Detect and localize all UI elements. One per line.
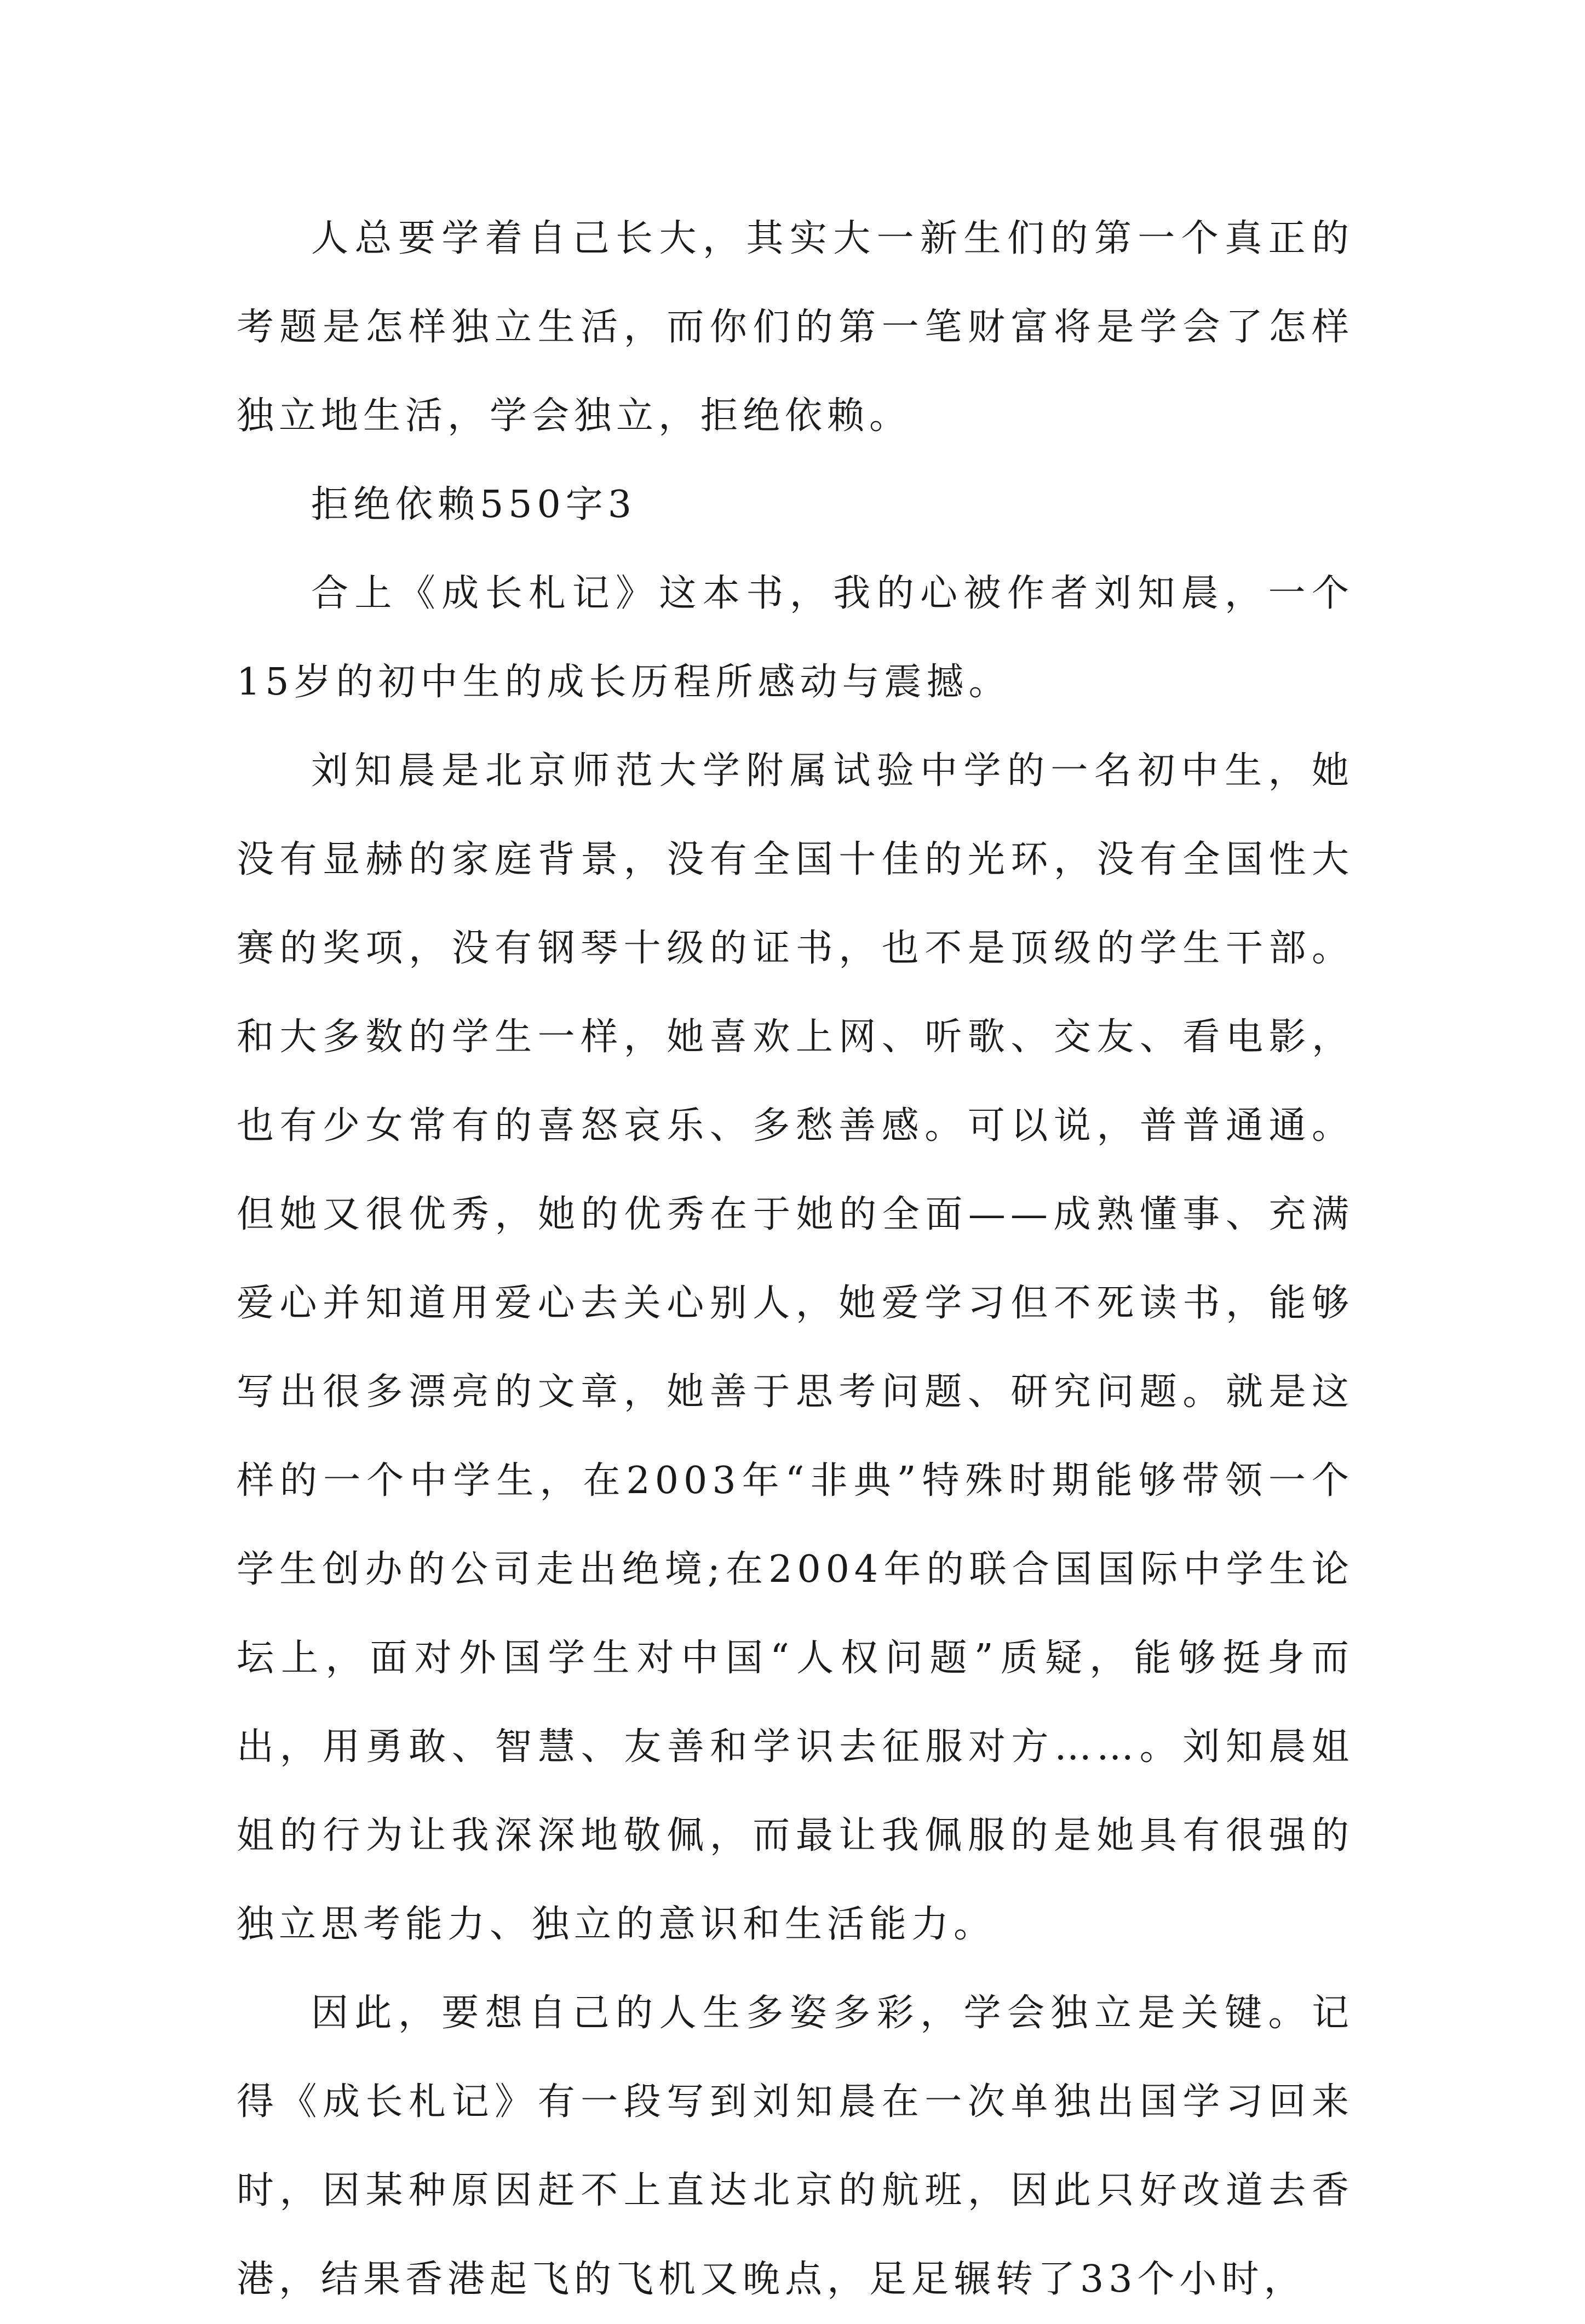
section-heading: 拒绝依赖550字3 — [311, 483, 637, 526]
paragraph-1: 人总要学着自己长大，其实大一新生们的第一个真正的考题是怎样独立生活，而你们的第一笔财富将是学会了怎样独立地生活，学会独立，拒绝依赖。 — [237, 217, 1354, 438]
paragraph-2: 合上《成长札记》这本书，我的心被作者刘知晨，一个15岁的初中生的成长历程所感动与震撼。 — [237, 572, 1354, 704]
document-body — [237, 194, 1354, 2324]
paragraph-4: 因此，要想自己的人生多姿多彩，学会独立是关键。记得《成长札记》有一段写到刘知晨在一次单独出国学习回来时，因某种原因赶不上直达北京的航班，因此只好改道去香港，结果香港起飞的飞机又晚点，足足辗转了33个小时， — [237, 1992, 1354, 2301]
paragraph-3: 刘知晨是北京师范大学附属试验中学的一名初中生，她没有显赫的家庭背景，没有全国十佳的光环，没有全国性大赛的奖项，没有钢琴十级的证书，也不是顶级的学生干部。和大多数的学生一样，她喜欢上网、听歌、交友、看电影，也有少女常有的喜怒哀乐、多愁善感。可以说，普普通通。但她又很优秀，她的优秀在于她的全面——成熟懂事、充满爱心并知道用爱心去关心别人，她爱学习但不死读书，能够写出很多漂亮的文章，她善于思考问题、研究问题。就是这样的一个中学生，在2003年“非典”特殊时期能够带领一个学生创办的公司走出绝境;在2004年的联合国国际中学生论坛上，面对外国学生对中国“人权问题”质疑，能够挺身而出，用勇敢、智慧、友善和学识去征服对方……。刘知晨姐姐的行为让我深深地敬佩，而最让我佩服的是她具有很强的独立思考能力、独立的意识和生活能力。 — [237, 749, 1354, 1946]
